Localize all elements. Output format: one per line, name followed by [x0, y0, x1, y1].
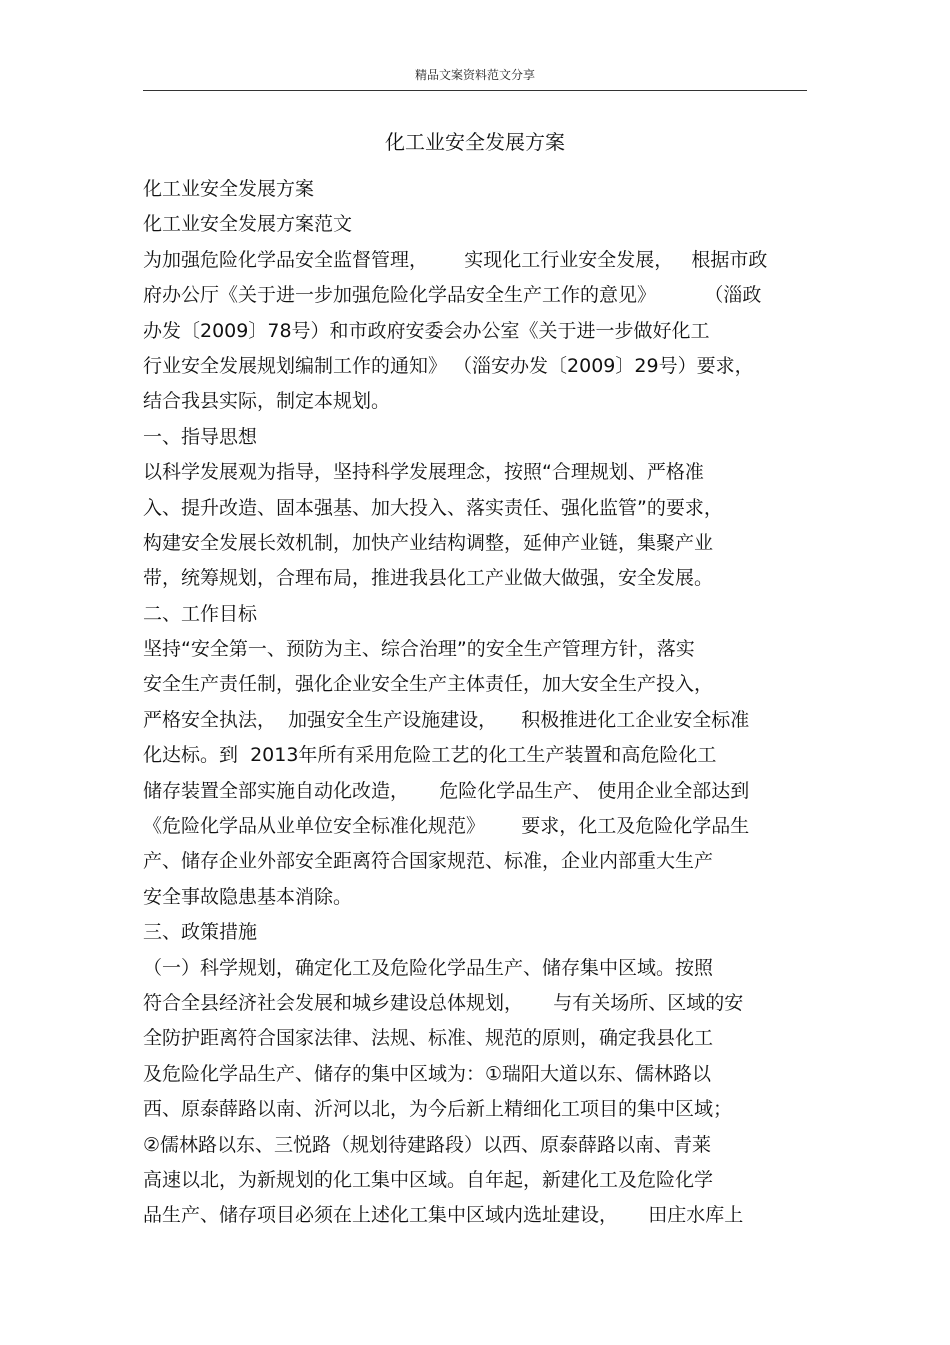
text-line: 为加强危险化学品安全监督管理， 实现化工行业安全发展， 根据市政: [143, 248, 768, 271]
text-line: 办发〔2009〕78号）和市政府安委会办公室《关于进一步做好化工: [143, 319, 710, 342]
text-line: ②儒林路以东、三悦路（规划待建路段）以西、原泰薛路以南、青莱: [143, 1133, 712, 1156]
text-line: 二、工作目标: [143, 602, 258, 625]
text-line: 全防护距离符合国家法律、法规、标准、规范的原则，确定我县化工: [143, 1027, 714, 1050]
text-line: 入、提升改造、固本强基、加大投入、落实责任、强化监管”的要求，: [143, 496, 723, 519]
text-line: 高速以北，为新规划的化工集中区域。自年起，新建化工及危险化学: [143, 1168, 714, 1191]
text-line: 《危险化学品从业单位安全标准化规范》 要求，化工及危险化学品生: [143, 815, 750, 838]
text-line: 严格安全执法， 加强安全生产设施建设， 积极推进化工企业安全标准: [143, 708, 750, 731]
text-line: （一）科学规划，确定化工及危险化学品生产、储存集中区域。按照: [143, 956, 714, 979]
text-line: 构建安全发展长效机制，加快产业结构调整，延伸产业链，集聚产业: [143, 531, 714, 554]
text-line: 坚持“安全第一、预防为主、综合治理”的安全生产管理方针，落实: [143, 638, 695, 661]
text-line: 以科学发展观为指导，坚持科学发展理念，按照“合理规划、严格准: [143, 461, 704, 484]
text-line: 结合我县实际，制定本规划。: [143, 390, 391, 413]
header-divider: [143, 90, 807, 91]
document-title: 化工业安全发展方案: [385, 130, 565, 154]
text-line: 化工业安全发展方案范文: [143, 213, 353, 236]
text-line: 及危险化学品生产、储存的集中区域为：①瑞阳大道以东、儒林路以: [143, 1062, 712, 1085]
text-line: 化达标。到 2013年所有采用危险工艺的化工生产装置和高危险化工: [143, 744, 717, 767]
text-line: 带，统筹规划，合理布局，推进我县化工产业做大做强，安全发展。: [143, 567, 714, 590]
text-line: 行业安全发展规划编制工作的通知》 （淄安办发〔2009〕29号）要求，: [143, 354, 754, 377]
text-line: 符合全县经济社会发展和城乡建设总体规划， 与有关场所、区域的安: [143, 991, 744, 1014]
text-line: 一、指导思想: [143, 425, 258, 448]
text-line: 产、储存企业外部安全距离符合国家规范、标准，企业内部重大生产: [143, 850, 714, 873]
page-header: 精品文案资料范文分享: [414, 68, 535, 82]
text-line: 府办公厅《关于进一步加强危险化学品安全生产工作的意见》 （淄政: [143, 284, 762, 307]
text-line: 安全事故隐患基本消除。: [143, 885, 353, 908]
text-line: 储存装置全部实施自动化改造， 危险化学品生产、 使用企业全部达到: [143, 779, 750, 802]
text-line: 三、政策措施: [143, 921, 258, 944]
text-line: 品生产、储存项目必须在上述化工集中区域内选址建设， 田庄水库上: [143, 1204, 744, 1227]
document-body: [143, 172, 833, 1234]
text-line: 化工业安全发展方案: [143, 178, 315, 200]
text-line: 西、原泰薛路以南、沂河以北，为今后新上精细化工项目的集中区域；: [143, 1098, 733, 1121]
text-line: 安全生产责任制，强化企业安全生产主体责任，加大安全生产投入，: [143, 673, 714, 696]
